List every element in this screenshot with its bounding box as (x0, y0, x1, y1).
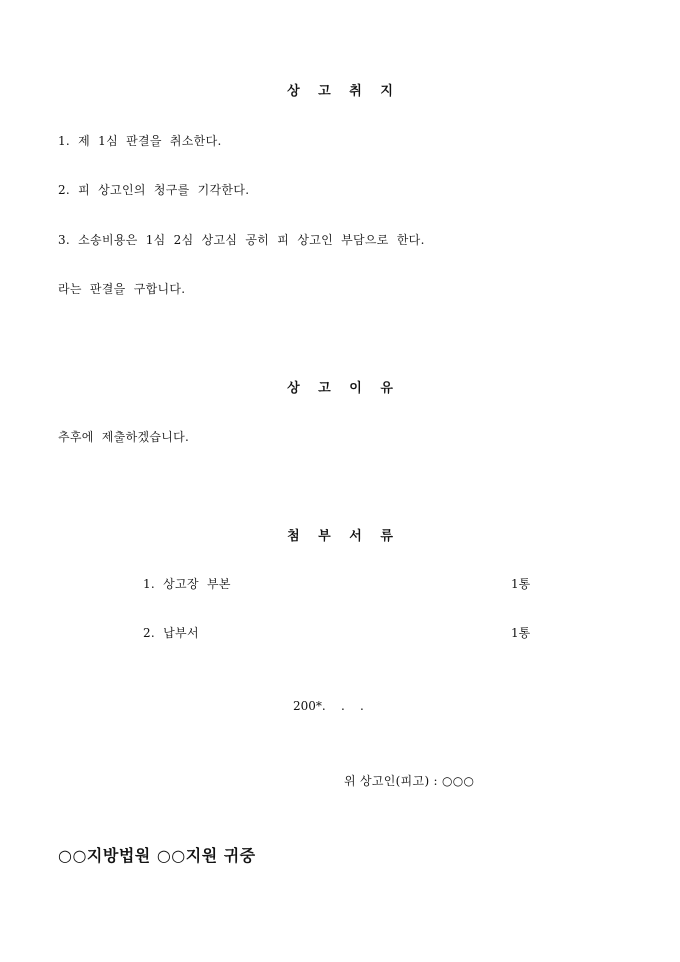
purpose-closing: 라는 판결을 구합니다. (58, 282, 186, 296)
signature-line: 위 상고인(피고) : ○○○ (344, 774, 475, 788)
reason-heading: 상 고 이 유 (287, 381, 393, 396)
purpose-item-1: 1. 제 1심 판결을 취소한다. (58, 134, 222, 148)
reason-text: 추후에 제출하겠습니다. (58, 430, 190, 444)
purpose-item-2: 2. 피 상고인의 청구를 기각한다. (58, 183, 250, 197)
purpose-heading: 상 고 취 지 (287, 84, 393, 99)
court-addressee: ○○지방법원 ○○지원 귀중 (58, 846, 256, 865)
attachments-heading: 첨 부 서 류 (287, 529, 393, 544)
attachment-item-2-label: 2. 납부서 (143, 626, 199, 640)
attachment-item-1-label: 1. 상고장 부본 (143, 577, 231, 591)
filing-date: 200*. . . (293, 699, 364, 713)
purpose-item-3: 3. 소송비용은 1심 2심 상고심 공히 피 상고인 부담으로 한다. (58, 233, 425, 247)
attachment-item-2-count: 1통 (511, 626, 531, 640)
attachment-item-1-count: 1통 (511, 577, 531, 591)
